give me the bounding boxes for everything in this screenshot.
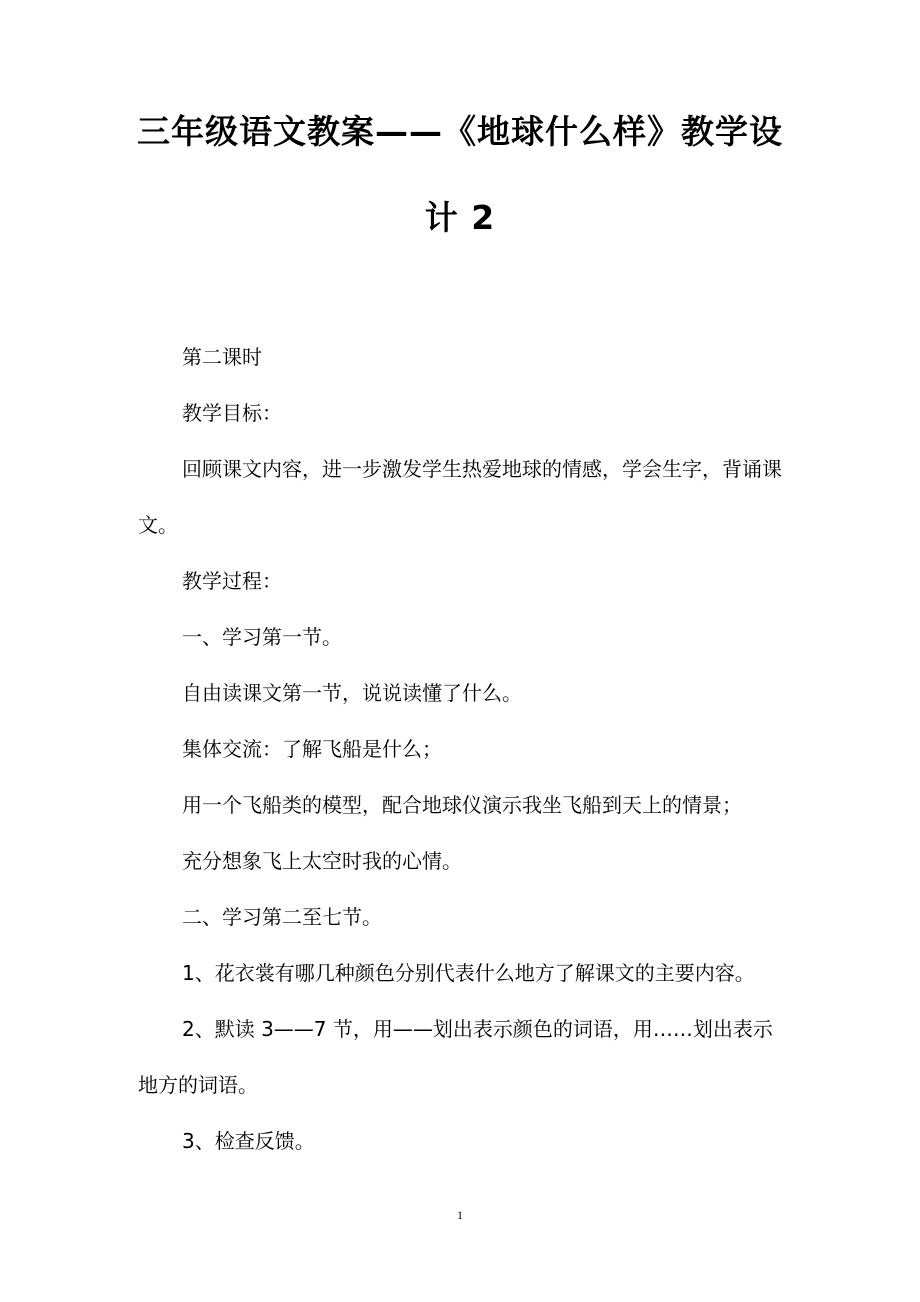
paragraph-section-1: 一、学习第一节。: [182, 625, 342, 649]
document-title-line-1: 三年级语文教案——《地球什么样》教学设: [137, 112, 783, 151]
paragraph-model-demo: 用一个飞船类的模型，配合地球仪演示我坐飞船到天上的情景；: [182, 793, 742, 817]
paragraph-item-2: 2、默读 3——7 节，用——划出表示颜色的词语，用……划出表示地方的词语。: [138, 1017, 773, 1097]
paragraph-read-section-1: 自由读课文第一节，说说读懂了什么。: [182, 681, 522, 705]
paragraph-item-3: 3、检查反馈。: [182, 1129, 315, 1153]
paragraph-lesson: 第二课时: [182, 345, 262, 369]
paragraph-goals-heading: 教学目标：: [182, 401, 282, 425]
document-body: [138, 329, 788, 1169]
page-number: 1: [457, 1208, 463, 1222]
paragraph-goals: 回顾课文内容，进一步激发学生热爱地球的情感，学会生字，背诵课文。: [138, 457, 782, 537]
document-title-line-2: 计 2: [424, 198, 496, 237]
paragraph-process-heading: 教学过程：: [182, 569, 282, 593]
paragraph-section-2: 二、学习第二至七节。: [182, 905, 382, 929]
paragraph-item-1: 1、花衣裳有哪几种颜色分别代表什么地方了解课文的主要内容。: [182, 961, 755, 985]
paragraph-discussion: 集体交流：了解飞船是什么；: [182, 737, 442, 761]
paragraph-imagine: 充分想象飞上太空时我的心情。: [182, 849, 462, 873]
